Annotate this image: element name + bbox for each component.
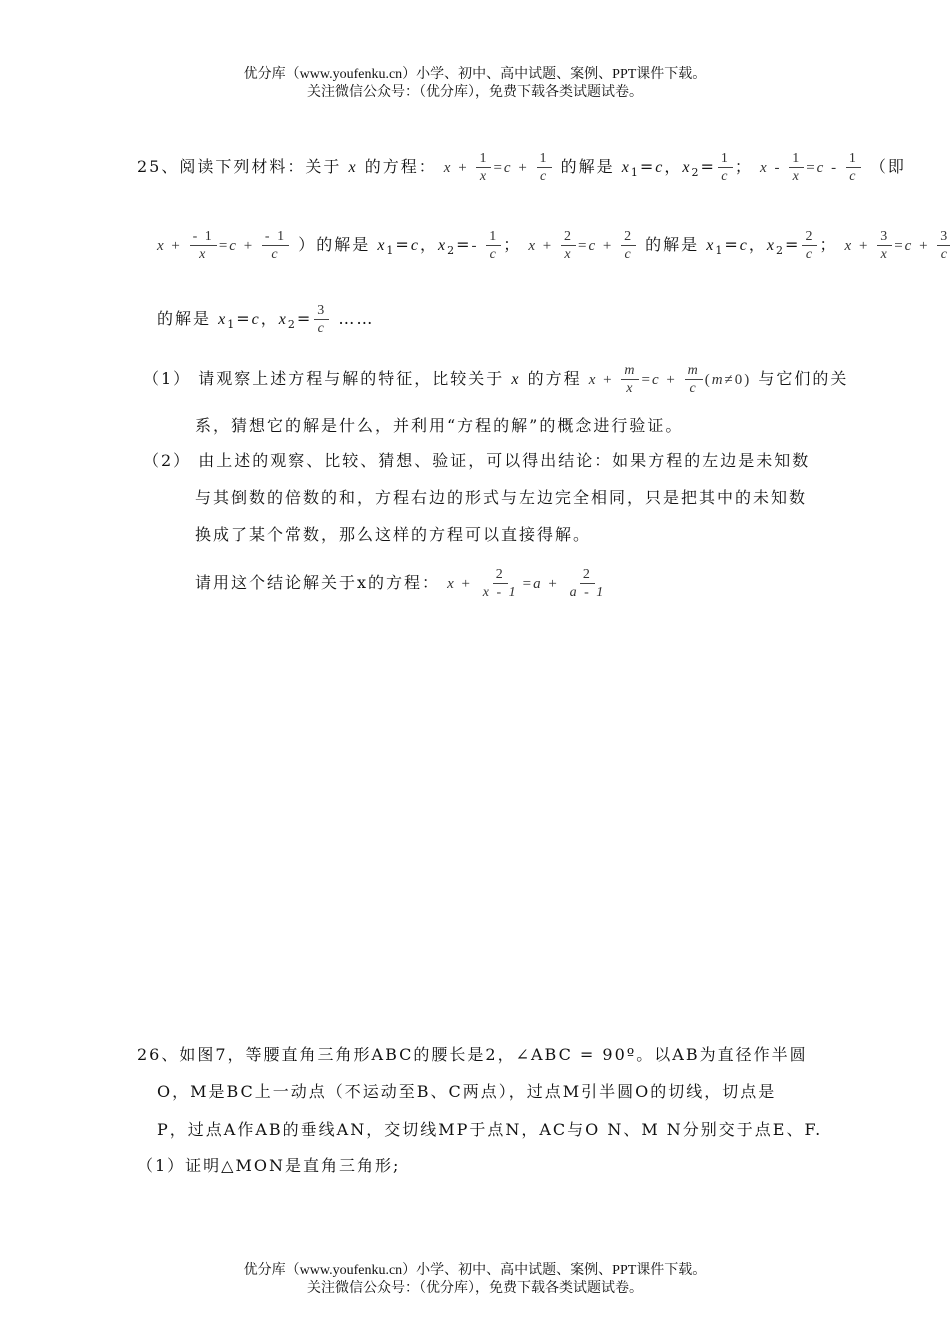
part1-var: x xyxy=(511,371,521,388)
q25-intro-a: 阅读下列材料：关于 xyxy=(179,157,342,176)
q25-line1: 25、阅读下列材料：关于 x 的方程： x + $\frac{1}{x}$ =c + $\frac{1}{c}$ 的解是 $x_1=c$，$x_2=$ $\frac{1}{c}$ ； x - $\frac{1}{x}$ =c - $\frac{1}{c}$ （即 xyxy=(137,151,906,184)
solution-1: $x_1=c$，$x_2=$ $\frac{1}{c}$ ； xyxy=(621,151,753,184)
equation-4: x + $\frac{3}{x}$ =c + $\frac{3}{c}$ xyxy=(845,235,950,254)
part1-text-a: 请观察上述方程与解的特征，比较关于 xyxy=(198,369,505,388)
solution-2: $x_1=c$，$x_2=-$ $\frac{1}{c}$ ； xyxy=(377,229,522,262)
sol-word-2: 的解是 xyxy=(316,235,371,254)
q25-intro-b: 的方程： xyxy=(364,157,437,176)
equation-final: x + $\frac{2}{x - 1}$ =a + $\frac{2}{a - 1}$ xyxy=(447,567,606,600)
q25-line2: x + $\frac{- 1}{x}$ =c + $\frac{- 1}{c}$ ）的解是 $x_1=c$，$x_2=-$ $\frac{1}{c}$ ； x + $\frac{2}{x}$ =c + $\frac{2}{c}$ 的解是 $x_1=c$，$x_2=$ $\frac{2}{c}$ ； x + $\frac{3}{x}$ =c + $\frac{3}{c}$ xyxy=(157,228,950,263)
equation-3: x + $\frac{2}{x}$ =c + $\frac{2}{c}$ xyxy=(528,235,645,254)
q25-part2-line2: 与其倒数的倍数的和，方程右边的形式与左边完全相同，只是把其中的未知数 xyxy=(195,488,808,507)
part1-label: （1） xyxy=(143,369,192,388)
page-footer-line1: 优分库（www.youfenku.cn）小学、初中、高中试题、案例、PPT课件下载。 xyxy=(243,1263,707,1278)
equation-1: x + $\frac{1}{x}$ =c + $\frac{1}{c}$ xyxy=(444,157,561,176)
equation-2: x - $\frac{1}{x}$ =c - $\frac{1}{c}$ xyxy=(760,157,870,176)
q25-number: 25、 xyxy=(137,157,180,176)
page-header-line1: 优分库（www.youfenku.cn）小学、初中、高中试题、案例、PPT课件下载。 xyxy=(243,67,707,82)
equation-general: x + $\frac{m}{x}$ =c + $\frac{m}{c}$ (m≠0) xyxy=(588,363,752,396)
part1-text-c: 与它们的关 xyxy=(758,369,849,388)
solution-4: $x_1=c$，$x_2=$ $\frac{3}{c}$ xyxy=(218,309,331,328)
solution-3: $x_1=c$，$x_2=$ $\frac{2}{c}$ ； xyxy=(706,229,838,262)
page-footer-line2: 关注微信公众号：（优分库），免费下载各类试题试卷。 xyxy=(307,1281,643,1296)
part1-text-b: 的方程 xyxy=(527,369,582,388)
page-header-line2: 关注微信公众号：（优分库），免费下载各类试题试卷。 xyxy=(307,85,643,100)
part2-text-1: 由上述的观察、比较、猜想、验证，可以得出结论：如果方程的左边是未知数 xyxy=(198,451,811,470)
q26-line2: O，M是BC上一动点（不运动至B、C两点），过点M引半圆O的切线，切点是 xyxy=(157,1082,777,1101)
q25-part1-line2: 系，猜想它的解是什么，并利用“方程的解”的概念进行验证。 xyxy=(195,416,684,435)
q26-line3: P，过点A作AB的垂线AN，交切线MP于点N，AC与O N、M N分别交于点E、F. xyxy=(157,1120,823,1139)
q25-intro-var: x xyxy=(348,159,358,176)
part2-label: （2） xyxy=(143,451,192,470)
q25-part2-line4 xyxy=(195,566,610,601)
q26-line4: （1）证明△MON是直角三角形; xyxy=(137,1156,401,1175)
part2-text-4: 请用这个结论解关于x的方程： xyxy=(195,573,441,592)
q25-part2-line3: 换成了某个常数，那么这样的方程可以直接得解。 xyxy=(195,525,592,544)
q25-line3 xyxy=(157,302,374,337)
sol-word-1: 的解是 xyxy=(560,157,615,176)
sol-word-3: 的解是 xyxy=(645,235,700,254)
sol-word-4: 的解是 xyxy=(157,309,212,328)
equation-2b: x + $\frac{- 1}{x}$ =c + $\frac{- 1}{c}$ xyxy=(157,235,298,254)
ellipsis: …… xyxy=(338,309,375,328)
q26-line1: 26、如图7，等腰直角三角形ABC的腰长是2，∠ABC = 90º。以AB为直径作半圆 xyxy=(137,1045,808,1064)
q25-part2-line1 xyxy=(143,449,810,473)
q25-part1-line1 xyxy=(143,362,848,397)
